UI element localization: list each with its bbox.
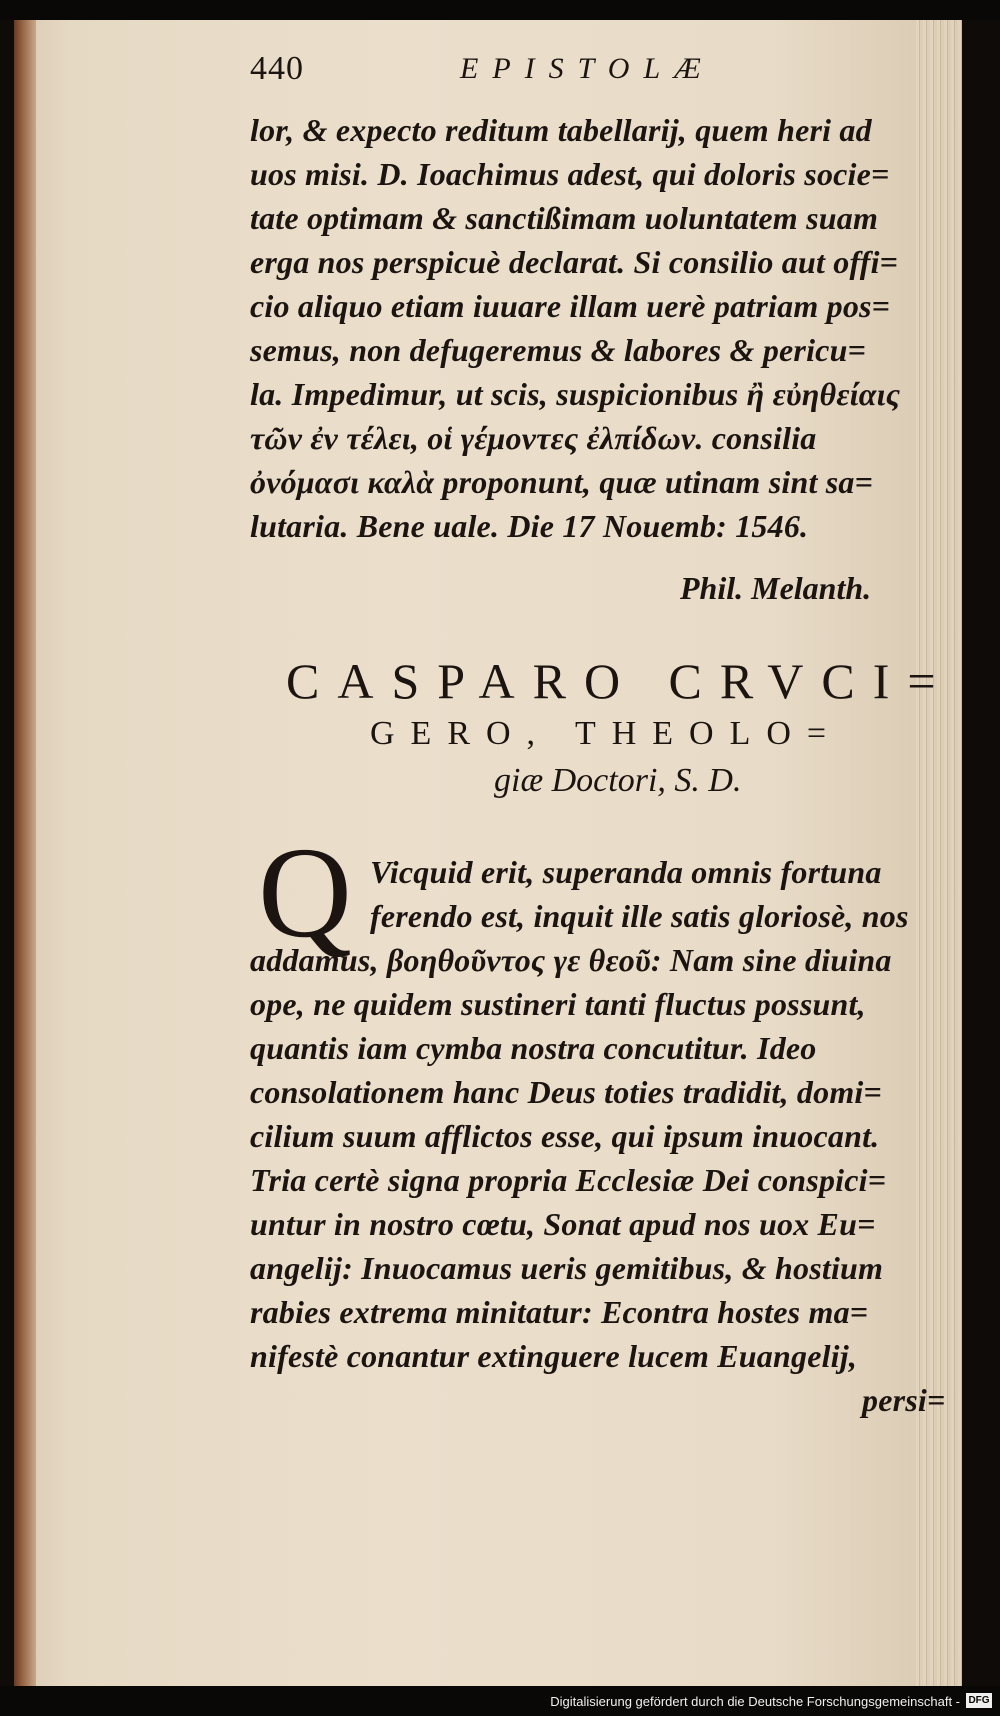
text-line: rabies extrema minitatur: Econtra hostes ma= bbox=[250, 1294, 869, 1330]
page-number: 440 bbox=[250, 50, 304, 87]
text-line: ferendo est, inquit ille satis gloriosè, nos bbox=[370, 898, 909, 934]
text-line: addamus, βοηθοῦντος γε θεοῦ: Nam sine diuina bbox=[250, 942, 892, 978]
text-line: Tria certè signa propria Ecclesiæ Dei conspici= bbox=[250, 1162, 887, 1198]
text-line: la. Impedimur, ut scis, suspicionibus ἢ εὐηθείαις bbox=[250, 376, 901, 412]
dfg-logo: DFG bbox=[966, 1693, 992, 1708]
text-line: Vicquid erit, superanda omnis fortuna bbox=[370, 854, 882, 890]
digitization-footer bbox=[0, 1686, 1000, 1716]
footer-credit: Digitalisierung gefördert durch die Deutsche Forschungsgemeinschaft - bbox=[550, 1694, 960, 1709]
text-line: angelij: Inuocamus ueris gemitibus, & hostium bbox=[250, 1250, 884, 1286]
scan-top-border bbox=[0, 0, 1000, 20]
text-line: τῶν ἐν τέλει, οἱ γέμοντες ἐλπίδων. consilia bbox=[250, 420, 817, 456]
running-title: EPISTOLÆ bbox=[460, 52, 715, 85]
text-line: semus, non defugeremus & labores & pericu= bbox=[250, 332, 867, 368]
signature: Phil. Melanth. bbox=[680, 570, 872, 606]
text-line: nifestè conantur extinguere lucem Euangelij, bbox=[250, 1338, 858, 1374]
text-line: uos misi. D. Ioachimus adest, qui doloris socie= bbox=[250, 156, 890, 192]
text-line: cilium suum afflictos esse, qui ipsum inuocant. bbox=[250, 1118, 880, 1154]
text-line: lor, & expecto reditum tabellarij, quem heri ad bbox=[250, 112, 872, 148]
text-line: ope, ne quidem sustineri tanti fluctus possunt, bbox=[250, 986, 866, 1022]
drop-cap-initial: Q bbox=[258, 821, 352, 965]
text-line: tate optimam & sanctißimam uoluntatem suam bbox=[250, 200, 879, 236]
text-line: consolationem hanc Deus toties tradidit, domi= bbox=[250, 1074, 882, 1110]
letter-title-line-3: giæ Doctori, S. D. bbox=[494, 762, 742, 799]
page-header bbox=[250, 50, 770, 100]
text-line: lutaria. Bene uale. Die 17 Nouemb: 1546. bbox=[250, 508, 809, 544]
book-spine bbox=[14, 20, 36, 1686]
catchword: persi= bbox=[862, 1382, 946, 1418]
text-line: untur in nostro cœtu, Sonat apud nos uox Eu= bbox=[250, 1206, 876, 1242]
text-line: quantis iam cymba nostra concutitur. Ideo bbox=[250, 1030, 817, 1066]
letter-title-line-2: GERO, THEOLO= bbox=[370, 715, 843, 752]
text-line: cio aliquo etiam iuuare illam uerè patriam pos= bbox=[250, 288, 891, 324]
text-line: erga nos perspicuè declarat. Si consilio aut offi= bbox=[250, 244, 899, 280]
letter-title-line-1: CASPARO CRVCI= bbox=[286, 653, 954, 709]
text-line: ὀνόμασι καλὰ proponunt, quæ utinam sint sa= bbox=[250, 464, 874, 500]
